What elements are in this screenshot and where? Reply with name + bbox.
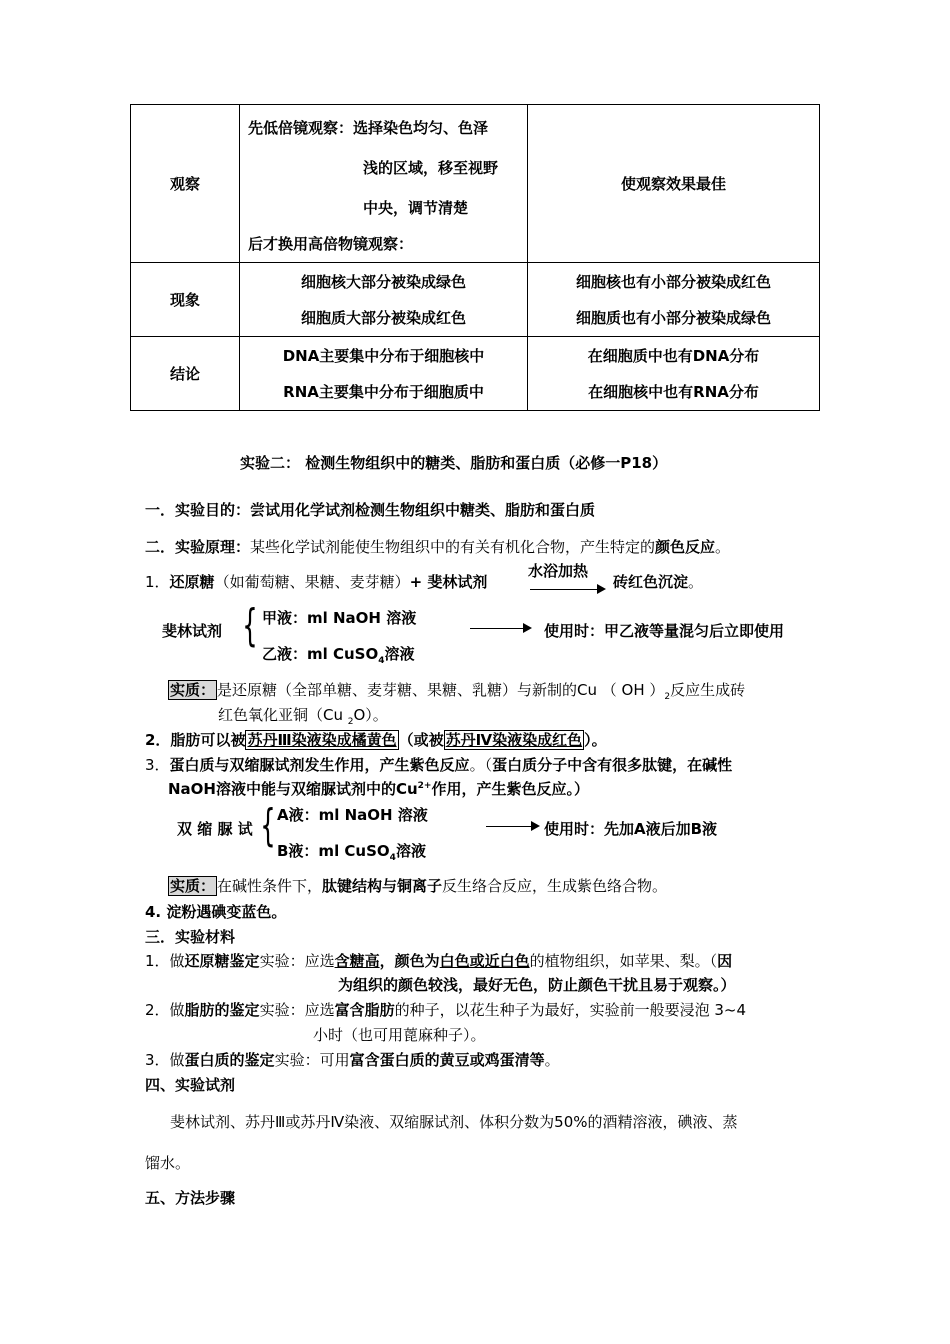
text: 是还原糖（全部单糖、麦芽糖、果糖、乳糖）与新制的Cu （ OH ） — [217, 681, 665, 699]
emphasis: 富含蛋白质的黄豆或鸡蛋清等 — [349, 1051, 545, 1069]
material-1-cont: 为组织的颜色较浅，最好无色，防止颜色干扰且易于观察。） — [338, 976, 736, 994]
cell-line: 细胞核也有小部分被染成红色 — [575, 272, 771, 291]
table-row — [131, 337, 820, 411]
text: B液：ml CuSO — [277, 842, 390, 860]
brace-icon: { — [260, 800, 276, 851]
observe-purpose: 使观察效果最佳 — [528, 105, 820, 263]
text: （或被 — [398, 731, 444, 749]
text: （如葡萄糖、果糖、麦芽糖） — [214, 573, 410, 591]
observation-table — [130, 104, 820, 411]
cell-line: DNA主要集中分布于细胞核中 — [282, 346, 485, 365]
row-label-conclusion: 结论 — [131, 337, 240, 411]
text: ）。 — [584, 731, 607, 749]
observe-steps — [240, 105, 528, 263]
fehling-liquid-a: 甲液：ml NaOH 溶液 — [262, 609, 417, 627]
section-purpose — [145, 499, 595, 520]
observe-step-line: 先低倍镜观察：选择染色均匀、色泽 — [248, 118, 489, 137]
cell-line: 细胞质大部分被染成红色 — [300, 308, 466, 327]
usage-arrow — [470, 628, 530, 629]
reagents-list-cont: 馏水。 — [145, 1154, 191, 1172]
brace-icon: { — [242, 600, 258, 651]
conclusion-minor — [528, 337, 820, 411]
item-number: 1． — [145, 573, 170, 591]
section-text: 某些化学试剂能使生物组织中的有关有机化合物，产生特定的 — [250, 538, 656, 556]
emphasis: 蛋白质分子中含有很多肽键，在碱性 — [492, 756, 733, 774]
section-text: 尝试用化学试剂检测生物组织中糖类、脂肪和蛋白质 — [250, 501, 596, 519]
subscript: 2 — [664, 692, 671, 702]
row-label-phenomenon: 现象 — [131, 263, 240, 337]
text: 的植物组织，如苹果、梨。（ — [529, 952, 718, 970]
emphasis: 颜色反应 — [655, 538, 716, 556]
text: 反应生成砖 — [670, 681, 746, 699]
reaction-product — [613, 571, 703, 592]
row-label-observe: 观察 — [131, 105, 240, 263]
boxed-text: 苏丹Ⅲ染液染成橘黄色 — [247, 731, 397, 749]
reaction-condition: 水浴加热 — [528, 562, 589, 580]
text: 2．脂肪可以被 — [145, 731, 246, 749]
biuret-usage: 使用时：先加A液后加B液 — [544, 820, 718, 838]
text: 乙液：ml CuSO — [262, 645, 379, 663]
emphasis: 脂肪的鉴定 — [184, 1001, 260, 1019]
underlined: 含糖高 — [334, 952, 380, 970]
biuret-liquid-b — [277, 840, 426, 863]
superscript: 2+ — [417, 781, 432, 791]
fehling-label: 斐林试剂 — [162, 622, 223, 640]
boxed-text: 苏丹Ⅳ染液染成红色 — [445, 731, 583, 749]
cell-line: RNA主要集中分布于细胞质中 — [283, 382, 484, 401]
section-principle — [145, 536, 730, 557]
text: 溶液 — [395, 842, 426, 860]
principle-3 — [145, 754, 732, 775]
text: 实验：应选 — [259, 952, 335, 970]
subscript: 2 — [347, 717, 354, 727]
biuret-label: 双 缩 脲 试 — [177, 820, 253, 838]
principle-2 — [145, 729, 607, 750]
section-heading: 一．实验目的： — [145, 501, 251, 519]
text: 在碱性条件下， — [217, 877, 323, 895]
reagents-list: 斐林试剂、苏丹Ⅲ或苏丹Ⅳ染液、双缩脲试剂、体积分数为50%的酒精溶液，碘液、蒸 — [170, 1113, 738, 1131]
usage-arrow — [486, 826, 538, 827]
text: 溶液 — [384, 645, 415, 663]
table-row — [131, 263, 820, 337]
observe-step-line: 浅的区域，移至视野 — [363, 158, 499, 177]
emphasis: 还原糖 — [169, 573, 215, 591]
essence-1 — [168, 679, 745, 702]
subscript: 4 — [378, 656, 385, 666]
reaction-arrow — [530, 589, 604, 590]
punct: 。 — [688, 573, 704, 591]
text: 。（ — [469, 756, 493, 774]
conclusion-main — [240, 337, 528, 411]
emphasis: 因 — [717, 952, 733, 970]
emphasis: ，颜色为 — [379, 952, 440, 970]
text: 3．做 — [145, 1051, 185, 1069]
table-row — [131, 105, 820, 263]
text: 的种子，以花生种子为最好，实验前一般要浸泡 3~4 — [394, 1001, 747, 1019]
text: 红色氧化亚铜（Cu — [218, 706, 348, 724]
cell-line: 在细胞核中也有RNA分布 — [588, 382, 759, 401]
text: 2．做 — [145, 1001, 185, 1019]
phenomenon-main — [240, 263, 528, 337]
experiment-title: 实验二： 检测生物组织中的糖类、脂肪和蛋白质（必修一P18） — [240, 454, 668, 472]
text: O）。 — [353, 706, 388, 724]
text: 。 — [544, 1051, 560, 1069]
section-heading-materials: 三．实验材料 — [145, 928, 236, 946]
essence-1-cont — [218, 704, 388, 727]
essence-2 — [168, 875, 667, 896]
text: 作用，产生紫色反应。） — [431, 780, 589, 798]
emphasis: 砖红色沉淀 — [613, 573, 689, 591]
text: 反生络合反应，生成紫色络合物。 — [442, 877, 668, 895]
observe-step-line: 中央，调节清楚 — [363, 198, 469, 217]
section-heading-reagents: 四、实验试剂 — [145, 1076, 236, 1094]
material-2-cont: 小时（也可用蓖麻种子）。 — [313, 1026, 486, 1044]
biuret-liquid-a: A液：ml NaOH 溶液 — [277, 806, 428, 824]
emphasis: 还原糖鉴定 — [184, 952, 260, 970]
fehling-liquid-b — [262, 643, 415, 666]
emphasis: 蛋白质的鉴定 — [184, 1051, 275, 1069]
cell-line: 细胞核大部分被染成绿色 — [300, 272, 466, 291]
emphasis: 富含脂肪 — [334, 1001, 395, 1019]
cell-line: 在细胞质中也有DNA分布 — [587, 346, 760, 365]
text: NaOH溶液中能与双缩脲试剂中的Cu — [168, 780, 418, 798]
essence-tag: 实质： — [170, 681, 216, 699]
material-3 — [145, 1049, 560, 1070]
text: 实验：可用 — [274, 1051, 350, 1069]
subscript: 4 — [389, 853, 396, 863]
material-2 — [145, 999, 746, 1020]
section-heading-steps: 五、方法步骤 — [145, 1189, 236, 1207]
fehling-usage: 使用时：甲乙液等量混匀后立即使用 — [544, 622, 785, 640]
material-1 — [145, 950, 732, 971]
section-heading: 二．实验原理： — [145, 538, 251, 556]
cell-line: 细胞质也有小部分被染成绿色 — [575, 308, 771, 327]
emphasis: 肽键结构与铜离子 — [322, 877, 443, 895]
text: 1．做 — [145, 952, 185, 970]
punct: 。 — [715, 538, 731, 556]
principle-3-cont — [168, 778, 589, 799]
observe-step-line: 后才换用高倍物镜观察： — [248, 234, 414, 253]
principle-1 — [145, 571, 487, 592]
text: 实验：应选 — [259, 1001, 335, 1019]
emphasis: + 斐林试剂 — [409, 573, 488, 591]
underlined: 白色或近白色 — [439, 952, 530, 970]
principle-4: 4. 淀粉遇碘变蓝色。 — [145, 903, 287, 921]
item-number: 3． — [145, 756, 170, 774]
emphasis: 蛋白质与双缩脲试剂发生作用，产生紫色反应 — [169, 756, 470, 774]
phenomenon-minor — [528, 263, 820, 337]
essence-tag: 实质： — [170, 877, 216, 895]
